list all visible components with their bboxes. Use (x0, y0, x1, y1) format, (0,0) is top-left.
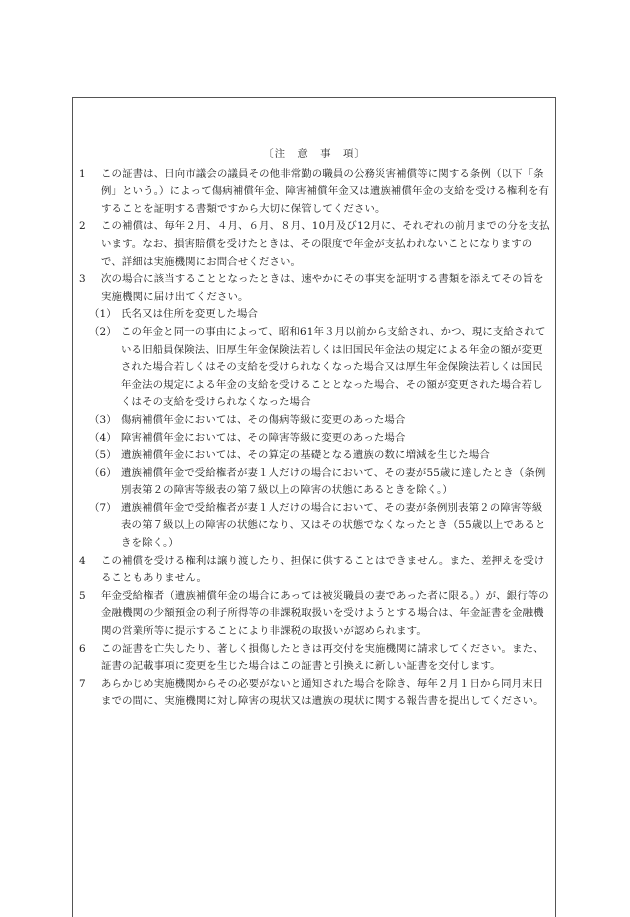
item-number: 7 (79, 677, 86, 690)
subitem-text: 障害補償年金においては、その障害等級に変更のあった場合 (121, 431, 406, 444)
subitem-text: 傷病補償年金においては、その傷病等級に変更のあった場合 (121, 413, 406, 426)
item-text: 年金受給権者（遺族補償年金の場合にあっては被災職員の妻であった者に限る。）が、銀行等の金融機関の少額預金の利子所得等の非課税取扱いを受けようとする場合は、年金証書を金融機関の営業所等に提示することにより非課税の取扱いが認められます。 (101, 589, 549, 638)
subitem-text: 遺族補償年金で受給権者が妻１人だけの場合において、その妻が条例別表第２の障害等級表の第７級以上の障害の状態になり、又はその状態でなくなったとき（55歳以上であるときを除く。） (121, 501, 546, 550)
subitem-text: この年金と同一の事由によって、昭和61年３月以前から支給され、かつ、現に支給されている旧船員保険法、旧厚生年金保険法若しくは旧国民年金法の規定による年金の額が変更された場合若しくはその支給を受けられなくなった場合又は厚生年金保険法若しくは国民年金法の規定による年金の支給を受けることとなった場合、その額が変更された場合若しくはその支給を受けられなくなった場合 (121, 325, 546, 409)
notice-subitem-5 (89, 447, 550, 465)
notice-subitem-3 (89, 412, 550, 430)
notice-content (79, 146, 550, 711)
notice-subitem-4 (89, 430, 550, 448)
notice-subitem-2 (89, 324, 550, 412)
item-text: この証書は、日向市議会の議員その他非常勤の職員の公務災害補償等に関する条例（以下「条例」という。）によって傷病補償年金、障害補償年金又は遺族補償年金の支給を受ける権利を有することを証明する書類ですから大切に保管してください。 (101, 167, 550, 215)
subitem-text: 氏名又は住所を変更した場合 (121, 308, 259, 321)
notice-item-5 (79, 588, 550, 641)
subitem-number: （5） (89, 449, 117, 462)
notice-item-3 (79, 271, 550, 306)
subitem-text: 遺族補償年金においては、その算定の基礎となる遺族の数に増減を生じた場合 (121, 449, 490, 462)
item-text: この補償を受ける権利は譲り渡したり、担保に供することはできません。また、差押えを受けることもありません。 (101, 554, 545, 585)
subitem-number: （4） (89, 431, 117, 444)
notice-subitem-1 (89, 306, 550, 324)
item-text: この証書を亡失したり、著しく損傷したときは再交付を実施機関に請求してください。また、証書の記載事項に変更を生じた場合はこの証書と引換えに新しい証書を交付します。 (101, 642, 544, 673)
item-number: 5 (79, 589, 86, 602)
notice-subitem-7 (89, 500, 550, 553)
item-number: 3 (79, 273, 86, 286)
subitem-number: （7） (89, 501, 117, 514)
item-text: あらかじめ実施機関からその必要がないと通知された場合を除き、毎年２月１日から同月末日までの間に、実施機関に対し障害の現状又は遺族の現状に関する報告書を提出してください。 (101, 677, 544, 708)
notice-frame (72, 97, 556, 917)
notice-item-7 (79, 676, 550, 711)
item-number: 6 (79, 642, 86, 655)
notice-item-1 (79, 166, 550, 219)
item-number: 4 (79, 554, 86, 567)
notice-item-2 (79, 218, 550, 271)
notice-title: 〔注 意 事 項〕 (263, 148, 366, 160)
notice-subitem-6 (89, 465, 550, 500)
subitem-number: （6） (89, 466, 117, 479)
subitem-number: （3） (89, 413, 117, 426)
subitem-text: 遺族補償年金で受給権者が妻１人だけの場合において、その妻が55歳に達したとき（条例別表第２の障害等級表の第７級以上の障害の状態にあるときを除く。） (121, 466, 546, 497)
item-text: この補償は、毎年２月、４月、６月、８月、10月及び12月に、それぞれの前月までの分を支払います。なお、損害賠償を受けたときは、その限度で年金が支払われないことになりますので、詳細は実施機関にお問合せください。 (101, 220, 550, 268)
subitem-number: （1） (89, 308, 117, 321)
notice-item-6 (79, 641, 550, 676)
item-number: 2 (79, 220, 86, 233)
item-number: 1 (79, 167, 86, 180)
notice-item-4 (79, 553, 550, 588)
item-text: 次の場合に該当することとなったときは、速やかにその事実を証明する書類を添えてその旨を実施機関に届け出てください。 (101, 273, 544, 303)
subitem-number: （2） (89, 325, 117, 338)
